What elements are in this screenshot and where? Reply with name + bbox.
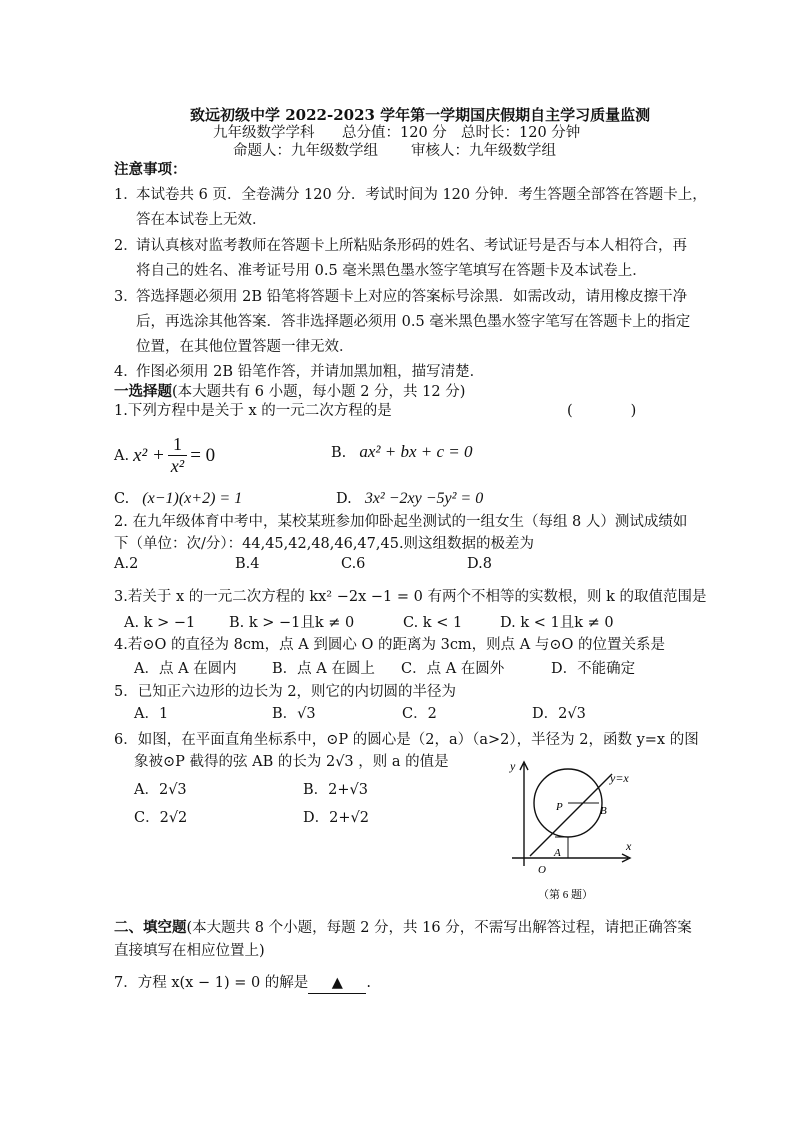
- q1-option-c: [114, 488, 242, 509]
- q1-b-expr: ax² + bx + c = 0: [359, 442, 473, 461]
- fraction-numerator: 1: [168, 434, 187, 456]
- q3-option-d: D. k < 1且k ≠ 0: [500, 615, 614, 631]
- q4-option-b: B．点 A 在圆上: [272, 661, 375, 677]
- point-b-label: B: [600, 805, 607, 817]
- q1-option-b: [331, 442, 473, 463]
- notes-heading: 注意事项：: [114, 161, 187, 178]
- origin-label: O: [538, 864, 546, 876]
- total-time: 总时长：120 分钟: [461, 125, 581, 141]
- q1-c-expr: (x−1)(x+2) = 1: [142, 490, 243, 507]
- option-label: C.: [114, 491, 130, 507]
- q4-stem: 4.若⊙O 的直径为 8cm，点 A 到圆心 O 的距离为 3cm，则点 A 与⊙O 的位置关系是: [114, 637, 666, 653]
- section1-desc: (本大题共有 6 小题，每小题 2 分，共 12 分): [172, 384, 466, 400]
- line-label: y=x: [610, 771, 629, 785]
- note-number: 3．: [114, 289, 138, 305]
- y-axis-label: y: [510, 759, 516, 773]
- q1-option-d: [336, 488, 483, 509]
- point-a-label: A: [554, 847, 561, 859]
- q7-answer-blank: ▲: [308, 973, 366, 994]
- note-line: 后，再选涂其他答案．答非选择题必须用 0.5 毫米黑色墨水签字笔写在答题卡上的指定: [136, 314, 691, 330]
- note-line: 答在本试卷上无效．: [136, 212, 267, 228]
- q4-option-d: D．不能确定: [551, 661, 636, 677]
- q2-line: 2. 在九年级体育中考中，某校某班参加仰卧起坐测试的一组女生（每组 8 人）测试成绩如: [114, 514, 688, 530]
- section2-desc: (本大题共 8 个小题，每题 2 分，共 16 分，不需写出解答过程，请把正确答案: [186, 920, 692, 936]
- note-line: 请认真核对监考教师在答题卡上所粘贴条形码的姓名、考试证号是否与本人相符合，再: [136, 238, 687, 254]
- q6-line: 6．如图，在平面直角坐标系中，⊙P 的圆心是（2，a）（a>2），半径为 2，函数 y=x 的图: [114, 732, 699, 748]
- q1-a-fraction: [168, 434, 187, 477]
- q4-option-a: A．点 A 在圆内: [134, 661, 237, 677]
- note-line: 答选择题必须用 2B 铅笔将答题卡上对应的答案标号涂黑．如需改动，请用橡皮擦干净: [136, 289, 688, 305]
- q6-option-d: D．2+√2: [303, 810, 369, 826]
- q5-option-c: C．2: [402, 706, 437, 722]
- note-line: 作图必须用 2B 铅笔作答，并请加黑加粗，描写清楚．: [136, 364, 485, 380]
- q6-option-a: A．2√3: [134, 782, 187, 798]
- q3-option-b: B. k > −1且k ≠ 0: [229, 615, 355, 631]
- section2-heading: 二、填空题: [114, 919, 187, 936]
- note-line: 位置，在其他位置答题一律无效．: [136, 339, 354, 355]
- q1-d-expr: 3x² −2xy −5y² = 0: [364, 490, 484, 507]
- q2-option-c: C.6: [341, 556, 366, 572]
- q7-question: [114, 973, 371, 994]
- reviewer-label: 审核人：九年级数学组: [411, 143, 556, 159]
- q1-answer-paren: ( ): [567, 403, 637, 419]
- note-line: 本试卷共 6 页．全卷满分 120 分．考试时间为 120 分钟．考生答题全部答在答题卡上，: [136, 187, 707, 203]
- q7-stem: 7．方程 x(x − 1) = 0 的解是: [114, 975, 309, 991]
- figure-caption: （第 6 题）: [538, 889, 593, 901]
- subject-label: 九年级数学学科: [213, 125, 315, 141]
- point-p-label: P: [556, 801, 563, 813]
- q6-option-c: C．2√2: [134, 810, 188, 826]
- q3-option-c: C. k < 1: [403, 615, 463, 631]
- q6-line: 象被⊙P 截得的弦 AB 的长为 2√3 ，则 a 的值是: [134, 754, 449, 770]
- q5-option-a: A．1: [134, 706, 169, 722]
- q7-end: .: [366, 975, 371, 991]
- q1-a-lhs: x² +: [133, 444, 165, 466]
- section1-heading: 一选择题: [114, 383, 172, 400]
- q1-stem: 1.下列方程中是关于 x 的一元二次方程的是: [114, 403, 392, 419]
- fraction-denominator: x²: [170, 456, 185, 476]
- q1-a-rhs: = 0: [190, 444, 216, 466]
- note-number: 2．: [114, 238, 138, 254]
- q2-option-d: D.8: [467, 556, 492, 572]
- section1-header: [114, 382, 465, 402]
- option-label: B.: [331, 445, 347, 461]
- note-number: 1．: [114, 187, 138, 203]
- x-axis-label: x: [626, 839, 632, 853]
- note-number: 4．: [114, 364, 138, 380]
- q3-option-a: A. k > −1: [124, 615, 196, 631]
- section2-desc-line: 直接填写在相应位置上): [114, 943, 265, 959]
- q2-line: 下（单位：次/分）：44,45,42,48,46,47,45.则这组数据的极差为: [114, 536, 535, 552]
- q6-figure: [500, 758, 640, 908]
- note-line: 将自己的姓名、准考证号用 0.5 毫米黑色墨水签字笔填写在答题卡及本试卷上．: [136, 263, 647, 279]
- q1-option-a: [114, 434, 215, 477]
- q4-option-c: C．点 A 在圆外: [401, 661, 505, 677]
- q3-stem: 3.若关于 x 的一元二次方程的 kx² −2x −1 = 0 有两个不相等的实数根，则 k 的取值范围是: [114, 589, 707, 605]
- q2-option-a: A.2: [114, 556, 139, 572]
- option-label: A.: [114, 447, 130, 464]
- total-score: 总分值：120 分: [342, 125, 447, 141]
- setter-label: 命题人：九年级数学组: [233, 143, 378, 159]
- q6-option-b: B．2+√3: [303, 782, 368, 798]
- q5-stem: 5．已知正六边形的边长为 2，则它的内切圆的半径为: [114, 684, 457, 700]
- option-label: D.: [336, 491, 352, 507]
- q2-option-b: B.4: [235, 556, 260, 572]
- q5-option-d: D．2√3: [532, 706, 586, 722]
- section2-header: [114, 918, 692, 938]
- exam-title: 致远初级中学 2022-2023 学年第一学期国庆假期自主学习质量监测: [190, 106, 651, 124]
- q5-option-b: B．√3: [272, 706, 316, 722]
